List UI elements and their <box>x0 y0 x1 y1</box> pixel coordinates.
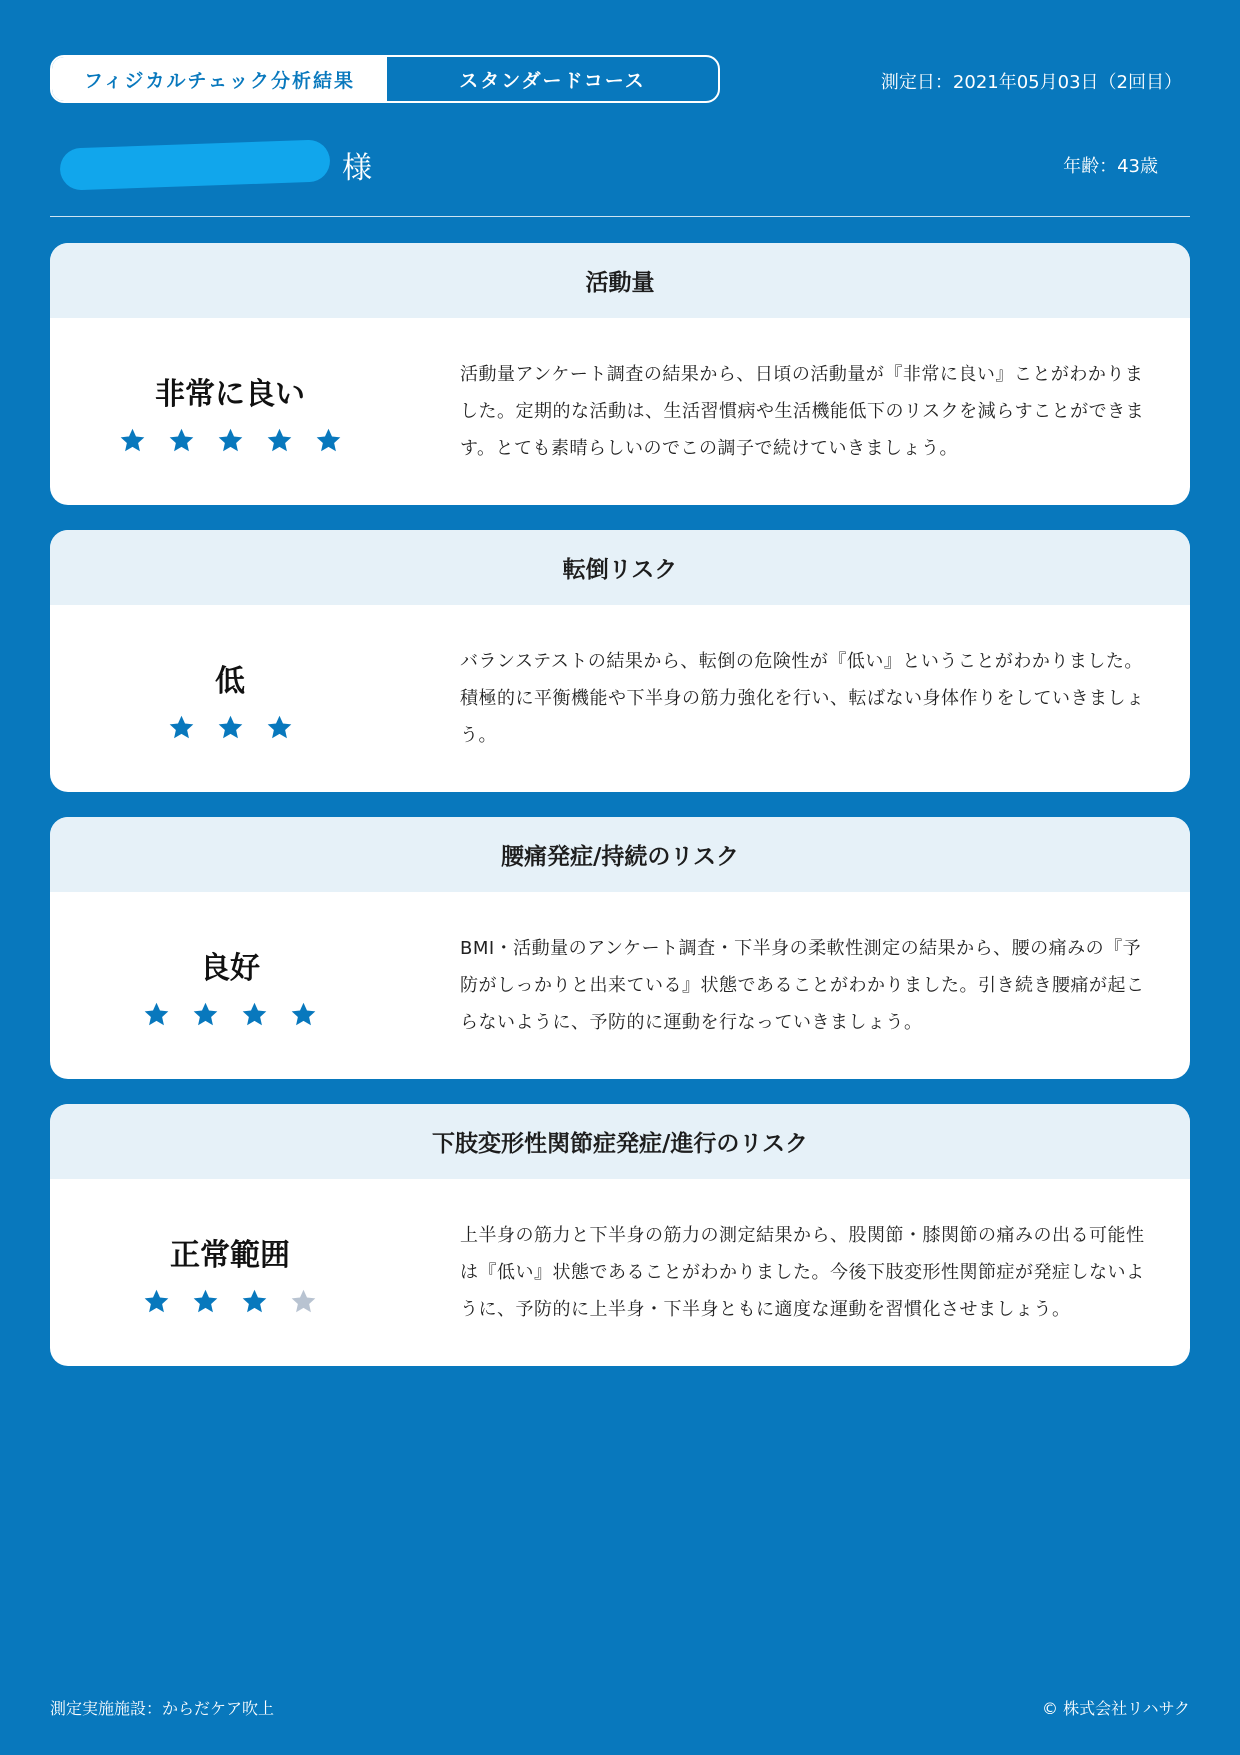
card-description: 上半身の筋力と下半身の筋力の測定結果から、股関節・膝関節の痛みの出る可能性は『低い』状態であることがわかりました。今後下肢変形性関節症が発症しないように、予防的に上半身・下半身ともに適度な運動を習慣化させましょう。 <box>460 1225 1145 1320</box>
star-rating <box>168 714 293 741</box>
star-filled-icon <box>192 1288 219 1315</box>
result-card-fall-risk <box>50 530 1190 792</box>
star-filled-icon <box>168 714 195 741</box>
name-honorific: 様 <box>342 151 372 186</box>
card-title: 転倒リスク <box>50 530 1190 605</box>
star-filled-icon <box>241 1288 268 1315</box>
star-filled-icon <box>241 1001 268 1028</box>
card-description: BMI・活動量のアンケート調査・下半身の柔軟性測定の結果から、腰の痛みの『予防がしっかりと出来ている』状態であることがわかりました。引き続き腰痛が起こらないように、予防的に運動を行なっていきましょう。 <box>460 938 1145 1033</box>
tab-course: スタンダードコース <box>459 69 646 92</box>
star-empty-icon <box>290 1288 317 1315</box>
result-card-osteoarthritis <box>50 1104 1190 1366</box>
star-rating <box>119 427 342 454</box>
star-filled-icon <box>143 1001 170 1028</box>
card-title: 腰痛発症/持続のリスク <box>50 817 1190 892</box>
rating-label: 正常範囲 <box>170 1238 290 1273</box>
card-description: 活動量アンケート調査の結果から、日頃の活動量が『非常に良い』ことがわかりました。定期的な活動は、生活習慣病や生活機能低下のリスクを減らすことができます。とても素晴らしいのでこの調子で続けていきましょう。 <box>460 364 1145 459</box>
header-tabs <box>50 55 720 103</box>
result-card-back-pain <box>50 817 1190 1079</box>
star-filled-icon <box>119 427 146 454</box>
rating-label: 非常に良い <box>155 377 305 412</box>
rating-block <box>50 605 410 792</box>
measure-date: 測定日：2021年05月03日（2回目） <box>880 72 1182 93</box>
star-rating <box>143 1001 317 1028</box>
star-filled-icon <box>217 714 244 741</box>
redacted-name <box>59 139 330 190</box>
facility-label: 測定実施施設：からだケア吹上 <box>50 1699 275 1718</box>
header-divider <box>50 216 1190 217</box>
tab-analysis-result: フィジカルチェック分析結果 <box>52 57 387 101</box>
patient-age: 年齢：43歳 <box>1063 156 1158 177</box>
card-description: バランステストの結果から、転倒の危険性が『低い』ということがわかりました。積極的に平衡機能や下半身の筋力強化を行い、転ばない身体作りをしていきましょう。 <box>460 651 1145 746</box>
star-filled-icon <box>192 1001 219 1028</box>
rating-block <box>50 318 410 505</box>
rating-label: 低 <box>215 664 245 699</box>
card-title: 下肢変形性関節症発症/進行のリスク <box>50 1104 1190 1179</box>
star-filled-icon <box>315 427 342 454</box>
star-filled-icon <box>217 427 244 454</box>
card-title: 活動量 <box>50 243 1190 318</box>
star-filled-icon <box>266 714 293 741</box>
rating-block <box>50 892 410 1079</box>
star-filled-icon <box>290 1001 317 1028</box>
star-rating <box>143 1288 317 1315</box>
rating-label: 良好 <box>200 951 260 986</box>
patient-name-row <box>60 140 372 190</box>
rating-block <box>50 1179 410 1366</box>
copyright: © 株式会社リハサク <box>1042 1699 1190 1718</box>
star-filled-icon <box>168 427 195 454</box>
star-filled-icon <box>266 427 293 454</box>
result-card-activity <box>50 243 1190 505</box>
star-filled-icon <box>143 1288 170 1315</box>
